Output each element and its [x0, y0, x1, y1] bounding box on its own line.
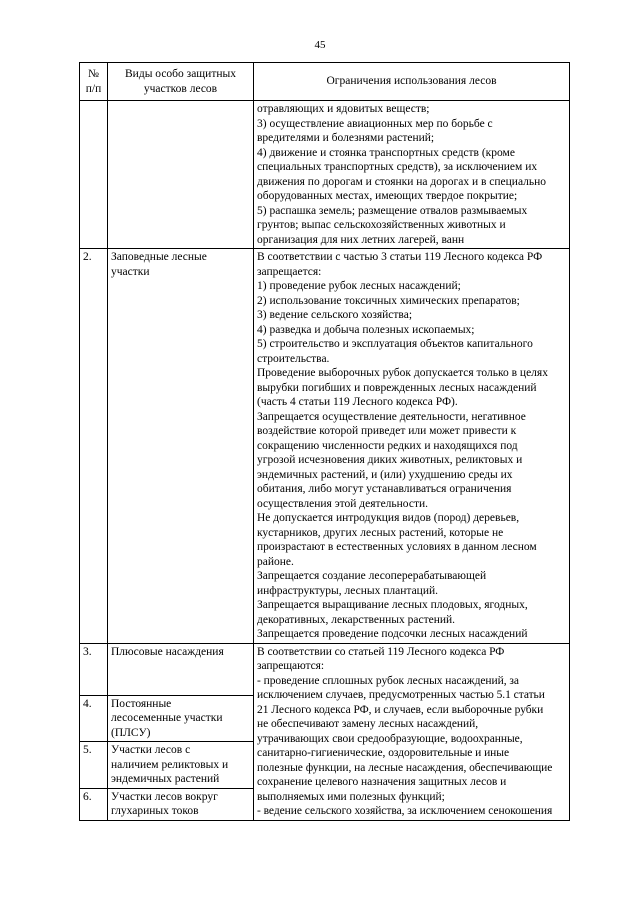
restriction-line: организация для них летних лагерей, ванн [257, 233, 465, 246]
restriction-line: районе. [257, 555, 294, 568]
restriction-line: Запрещается проведение подсочки лесных насаждений [257, 628, 528, 640]
area-type-line: Плюсовые насаждения [111, 645, 224, 658]
restriction-line: декоративных, лекарственных растений. [257, 613, 456, 626]
header-number-line: № [88, 68, 99, 80]
restriction-line: 1) проведение рубок лесных насаждений; [257, 280, 461, 292]
header-area-type [108, 63, 254, 101]
restriction-line: обитания, либо могут устанавливаться ограничения [257, 483, 512, 495]
row-restrictions [254, 101, 570, 249]
area-type-line: Заповедные лесные [111, 251, 207, 263]
table-row [80, 249, 570, 644]
table-header-row [80, 63, 570, 101]
area-type-line: (ПЛСУ) [111, 726, 151, 739]
area-type-line: лесосеменные участки [111, 712, 223, 724]
restriction-line: строительства. [257, 352, 330, 365]
area-type-line: наличием реликтовых и [111, 758, 229, 771]
restriction-line: эндемичных растений, и (или) ухудшению среды их [257, 468, 513, 481]
restriction-line: вырубки погибших и поврежденных лесных насаждений [257, 381, 537, 394]
header-number [80, 63, 108, 101]
restriction-line: инфраструктуры, лесных плантаций. [257, 584, 439, 597]
header-area-type-line: Виды особо защитных [125, 68, 236, 80]
restriction-line: 3) ведение сельского хозяйства; [257, 309, 413, 321]
area-type-line: Участки лесов с [111, 744, 191, 756]
restriction-line: воздействие которой приведет или может привести к [257, 425, 517, 437]
restriction-line: произрастают в естественных условиях в данном лесном [257, 541, 537, 553]
restriction-line: не обеспечивают замену лесных насаждений, [257, 718, 479, 730]
row-area-type [108, 742, 254, 789]
restriction-line: 21 Лесного кодекса РФ, и случаев, если выборочные рубки [257, 703, 544, 716]
row-area-type [108, 101, 254, 249]
area-type-line: Постоянные [111, 697, 172, 710]
restriction-line: 4) движение и стоянка транспортных средств (кроме [257, 146, 515, 159]
restriction-line: 4) разведка и добыча полезных ископаемых; [257, 323, 475, 336]
restriction-line: специальных транспортных средств), за исключением их [257, 161, 538, 173]
restriction-line: исключением случаев, предусмотренных частью 5.1 статьи [257, 689, 545, 701]
table-row [80, 643, 570, 695]
row-number: 3. [80, 643, 108, 695]
area-type-line: глухариных токов [111, 805, 199, 817]
page-number: 45 [314, 39, 326, 51]
restriction-line: 5) строительство и эксплуатация объектов капитального [257, 338, 533, 350]
restriction-line: полезные функции, на лесные насаждения, обеспечивающие [257, 761, 553, 774]
header-restrictions: Ограничения использования лесов [254, 63, 570, 101]
restriction-line: отравляющих и ядовитых веществ; [257, 103, 430, 115]
row-area-type [108, 249, 254, 644]
restriction-line: - проведение сплошных рубок лесных насаждений, за [257, 674, 519, 687]
row-number: 4. [80, 695, 108, 742]
restriction-line: 3) осуществление авиационных мер по борьбе с [257, 117, 493, 130]
row-restrictions [254, 249, 570, 644]
restriction-line: запрещаются: [257, 660, 325, 672]
restriction-line: осуществления этой деятельности. [257, 497, 429, 510]
restriction-line: - ведение сельского хозяйства, за исключением сенокошения [257, 805, 553, 817]
table-row [80, 101, 570, 249]
restriction-line: Проведение выборочных рубок допускается только в целях [257, 367, 548, 379]
restriction-line: запрещается: [257, 265, 322, 278]
restriction-line: оборудованных местах, имеющих твердое покрытие; [257, 190, 518, 202]
area-type-line: участки [111, 265, 150, 278]
row-area-type [108, 643, 254, 695]
restriction-line: Запрещается создание лесоперерабатывающей [257, 570, 487, 582]
row-area-type [108, 788, 254, 820]
header-number-line: п/п [85, 82, 102, 95]
header-area-type-line: участков лесов [143, 82, 218, 95]
restriction-line: 2) использование токсичных химических препаратов; [257, 294, 520, 307]
restriction-line: 5) распашка земель; размещение отвалов размываемых [257, 204, 528, 217]
restriction-line: Запрещается осуществление деятельности, негативное [257, 410, 526, 423]
restriction-line: Не допускается интродукция видов (пород) деревьев, [257, 512, 520, 524]
restriction-line: санитарно-гигиенические, оздоровительные и иные [257, 747, 510, 759]
row-number [80, 101, 108, 249]
restriction-line: Запрещается выращивание лесных плодовых, ягодных, [257, 599, 528, 611]
row-number: 2. [80, 249, 108, 644]
restriction-line: (часть 4 статьи 119 Лесного кодекса РФ). [257, 396, 458, 408]
restriction-line: вредителями и болезнями растений; [257, 132, 435, 144]
row-number: 5. [80, 742, 108, 789]
restriction-line: угрозой исчезновения диких животных, реликтовых и [257, 454, 523, 466]
restriction-line: движения по дорогам и стоянки на дорогах и в специально [257, 175, 547, 188]
restriction-line: сохранение целевого назначения защитных лесов и [257, 776, 507, 788]
area-type-line: Участки лесов вокруг [111, 790, 218, 803]
restriction-line: выполняемых ими полезных функций; [257, 790, 445, 803]
restriction-line: В соответствии со статьей 119 Лесного кодекса РФ [257, 645, 505, 658]
restriction-line: грунтов; выпас сельскохозяйственных животных и [257, 219, 506, 231]
row-number: 6. [80, 788, 108, 820]
row-area-type [108, 695, 254, 742]
forest-restrictions-table [79, 62, 570, 821]
row-restrictions-shared [254, 643, 570, 820]
restriction-line: сокращению численности редких и находящихся под [257, 439, 518, 452]
area-type-line: эндемичных растений [111, 773, 220, 785]
restriction-line: кустарников, других лесных растений, которые не [257, 526, 504, 539]
restriction-line: В соответствии с частью 3 статьи 119 Лесного кодекса РФ [257, 251, 543, 263]
restriction-line: утрачивающих свои средообразующие, водоохранные, [257, 732, 523, 745]
